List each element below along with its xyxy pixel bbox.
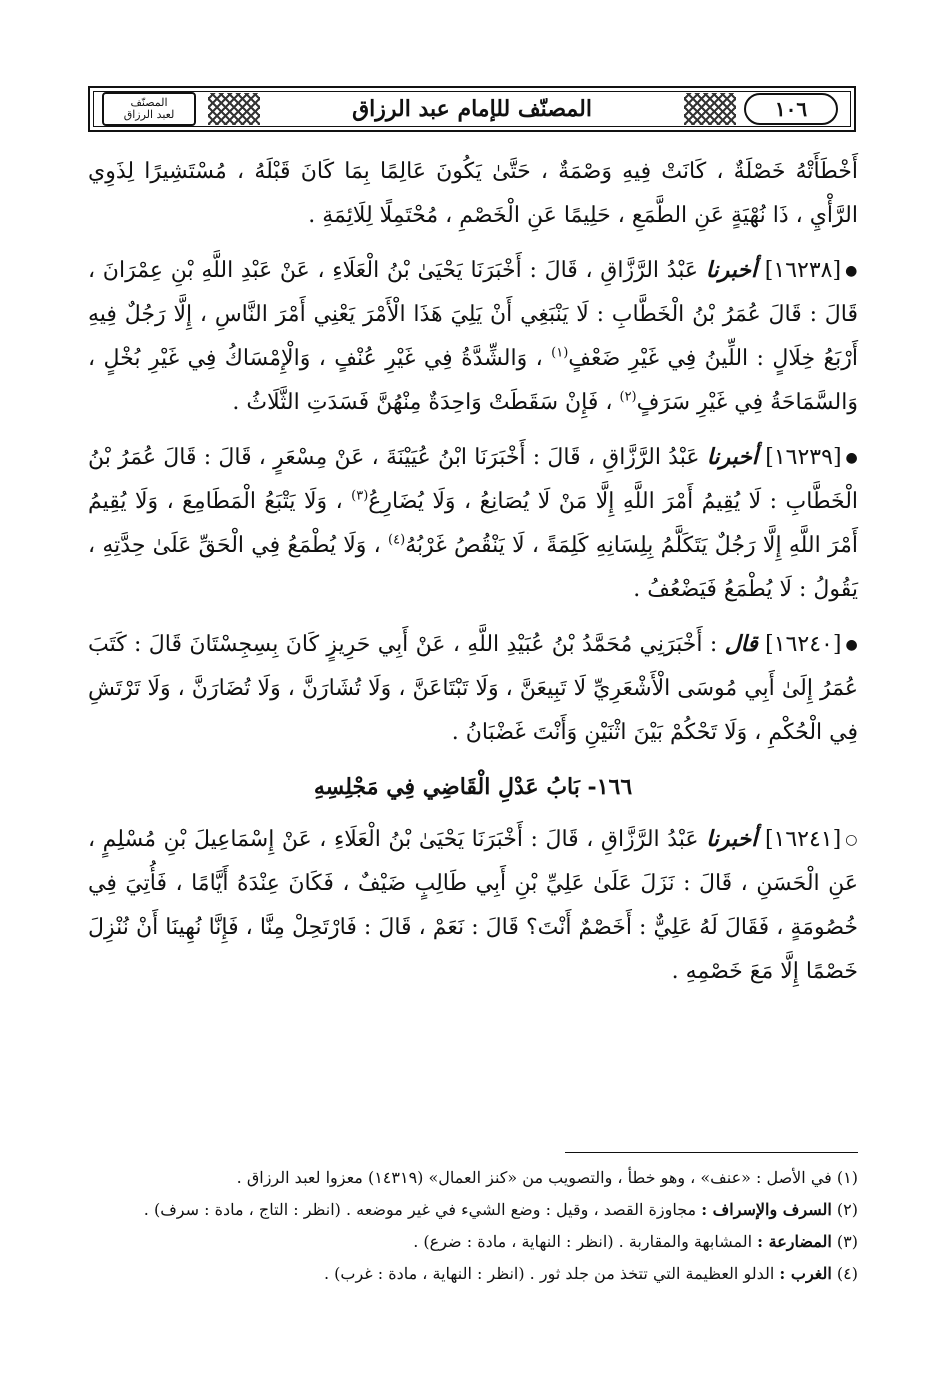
page-header <box>88 86 856 132</box>
header-ornament-left <box>208 93 260 125</box>
narration-term: أخبرنا <box>706 444 759 470</box>
entry-marker: ○ <box>845 832 858 848</box>
hadith-number: [١٦٢٤١] <box>764 827 842 852</box>
footnote-number: (٤) <box>836 1264 858 1283</box>
footnote-item <box>88 1226 858 1258</box>
footnote-text: في الأصل : «عنف» ، وهو خطأ ، والتصويب من «كنز العمال» (١٤٣١٩) معزوا لعبد الرزاق . <box>236 1168 832 1187</box>
hadith-entry <box>88 248 858 425</box>
seal-line-1: المصنّف <box>130 96 168 109</box>
footnote-ref[interactable]: (٢) <box>619 389 637 405</box>
footnote-item <box>88 1162 858 1194</box>
hadith-entry <box>88 435 858 612</box>
hadith-text: ، وَالشِّدَّةُ فِي غَيْرِ عُنْفٍ ، وَالْإِمْسَاكُ فِي غَيْرِ بُخْلٍ ، وَالسَّمَاحَةُ فِي غَيْرِ سَرَفٍ <box>88 346 858 415</box>
footnote-ref[interactable]: (٣) <box>351 488 369 504</box>
footnote-term: المضارعة : <box>757 1232 832 1251</box>
narration-term: قال <box>724 631 758 657</box>
hadith-number: [١٦٢٣٨] <box>764 258 842 283</box>
hadith-text: ، وَلَا يَتْبَعُ الْمَطَامِعَ ، وَلَا يُقِيمُ أَمْرَ اللَّهِ إِلَّا رَجُلٌ يَتَكَلَّمُ بِلِسَانِهِ كَلِمَةً ، لَا يَنْقُصُ غَرْبُهُ <box>88 489 859 558</box>
footnotes <box>88 1162 858 1290</box>
footnote-term: السرف والإسراف : <box>701 1200 832 1219</box>
hadith-text: : أَخْبَرَنِي مُحَمَّدُ بْنُ عُبَيْدِ اللَّهِ ، عَنْ أَبِي حَرِيزٍ كَانَ بِسِجِسْتَانَ قَالَ : كَتَبَ عُمَرُ إِلَىٰ أَبِي مُوسَى الْأَشْعَرِيِّ لَا تَبِيعَنَّ ، وَلَا تَبْتَاعَنَّ ، وَلَا تُشَارَنَّ ، وَلَا تُضَارَنَّ ، وَلَا تَرْتَشِ فِي الْحُكْمِ ، وَلَا تَحْكُمْ بَيْنَ اثْنَيْنِ وَأَنْتَ غَضْبَانُ . <box>88 632 858 745</box>
book-title: المصنّف للإمام عبد الرزاق <box>352 96 592 122</box>
hadith-text: عَبْدُ الرَّزَّاقِ ، قَالَ : أَخْبَرَنَا يَحْيَىٰ بْنُ الْعَلَاءِ ، عَنْ إِسْمَاعِيلَ بْنِ مُسْلِمٍ ، عَنِ الْحَسَنِ ، قَالَ : نَزَلَ عَلَىٰ عَلِيِّ بْنِ أَبِي طَالِبٍ ضَيْفٌ ، فَكَانَ عِنْدَهُ أَيَّامًا ، فَأُتِيَ فِي خُصُومَةٍ ، فَقَالَ لَهُ عَلِيٌّ : أَخَصْمٌ أَنْتَ؟ قَالَ : نَعَمْ ، قَالَ : فَارْتَحِلْ مِنَّا ، فَإِنَّا نُهِينَا أَنْ نُنْزِلَ خَصْمًا إِلَّا مَعَ خَصْمِهِ . <box>88 827 858 984</box>
hadith-text: عَبْدُ الرَّزَّاقِ ، قَالَ : أَخْبَرَنَا يَحْيَىٰ بْنُ الْعَلَاءِ ، عَنْ عَبْدِ اللَّهِ بْنِ عِمْرَانَ ، قَالَ : قَالَ عُمَرُ بْنُ الْخَطَّابِ : لَا يَنْبَغِي أَنْ يَلِيَ هَذَا الْأَمْرَ يَعْنِي أَمْرَ النَّاسِ ، إِلَّا رَجُلٌ فِيهِ أَرْبَعُ خِلَالٍ : اللِّينُ فِي غَيْرِ ضَعْفٍ <box>88 258 859 371</box>
footnote-text: مجاوزة القصد ، وقيل : وضع الشيء في غير موضعه . (انظر : التاج ، مادة : سرف) . <box>143 1200 697 1219</box>
title-seal <box>102 92 196 126</box>
entry-marker: ● <box>845 450 858 466</box>
hadith-number: [١٦٢٤٠] <box>765 632 842 657</box>
footnote-text: المشابهة والمقاربة . (انظر : النهاية ، مادة : ضرع) . <box>413 1232 753 1251</box>
section-heading: ١٦٦- بَابُ عَدْلِ الْقَاضِي فِي مَجْلِسِهِ <box>313 774 633 800</box>
narration-term: أخبرنا <box>706 826 758 852</box>
seal-line-2: لعبد الرزاق <box>123 108 175 121</box>
footnote-number: (١) <box>836 1168 858 1187</box>
footnote-number: (٣) <box>836 1232 858 1251</box>
header-ornament-right <box>684 93 736 125</box>
entry-marker: ● <box>845 637 859 653</box>
intro-paragraph: أَخْطَأَتْهُ خَصْلَةٌ ، كَانَتْ فِيهِ وَصْمَةٌ ، حَتَّىٰ يَكُونَ عَالِمًا بِمَا كَانَ قَبْلَهُ ، مُسْتَشِيرًا لِذَوِي الرَّأْيِ ، ذَا نُهْيَةٍ عَنِ الطَّمَعِ ، حَلِيمًا عَنِ الْخَصْمِ ، مُحْتَمِلًا لِلَائِمَةِ . <box>88 159 858 228</box>
footnote-ref[interactable]: (١) <box>551 345 569 361</box>
hadith-text: ، وَلَا يُطْمَعُ فِي الْحَقِّ عَلَىٰ حِدَّتِهِ ، يَقُولُ : لَا يُطْمَعُ فَيَضْعُفُ . <box>88 533 858 602</box>
narration-term: أخبرنا <box>705 257 758 283</box>
footnote-divider <box>565 1152 858 1153</box>
hadith-text: عَبْدُ الرَّزَّاقِ ، قَالَ : أَخْبَرَنَا ابْنُ عُيَيْنَةَ ، عَنْ مِسْعَرٍ ، قَالَ : قَالَ عُمَرُ بْنُ الْخَطَّابِ : لَا يُقِيمُ أَمْرَ اللَّهِ إِلَّا مَنْ لَا يُصَانِعُ ، وَلَا يُضَارِعُ <box>88 445 859 514</box>
hadith-entry <box>88 622 858 755</box>
page-number: ١٠٦ <box>744 93 838 125</box>
footnote-ref[interactable]: (٤) <box>388 532 406 548</box>
footnote-item <box>88 1194 858 1226</box>
footnote-number: (٢) <box>836 1200 858 1219</box>
main-text <box>88 150 858 1004</box>
hadith-text: ، فَإِنْ سَقَطَتْ وَاحِدَةٌ مِنْهُنَّ فَسَدَتِ الثَّلَاثُ . <box>232 390 613 415</box>
footnote-text: الدلو العظيمة التي تتخذ من جلد ثور . (انظر : النهاية ، مادة : غرب) . <box>323 1264 775 1283</box>
footnote-item <box>88 1258 858 1290</box>
entry-marker: ● <box>845 263 858 279</box>
footnote-term: الغرب : <box>779 1264 832 1283</box>
hadith-entry <box>88 817 858 994</box>
hadith-number: [١٦٢٣٩] <box>765 445 842 470</box>
